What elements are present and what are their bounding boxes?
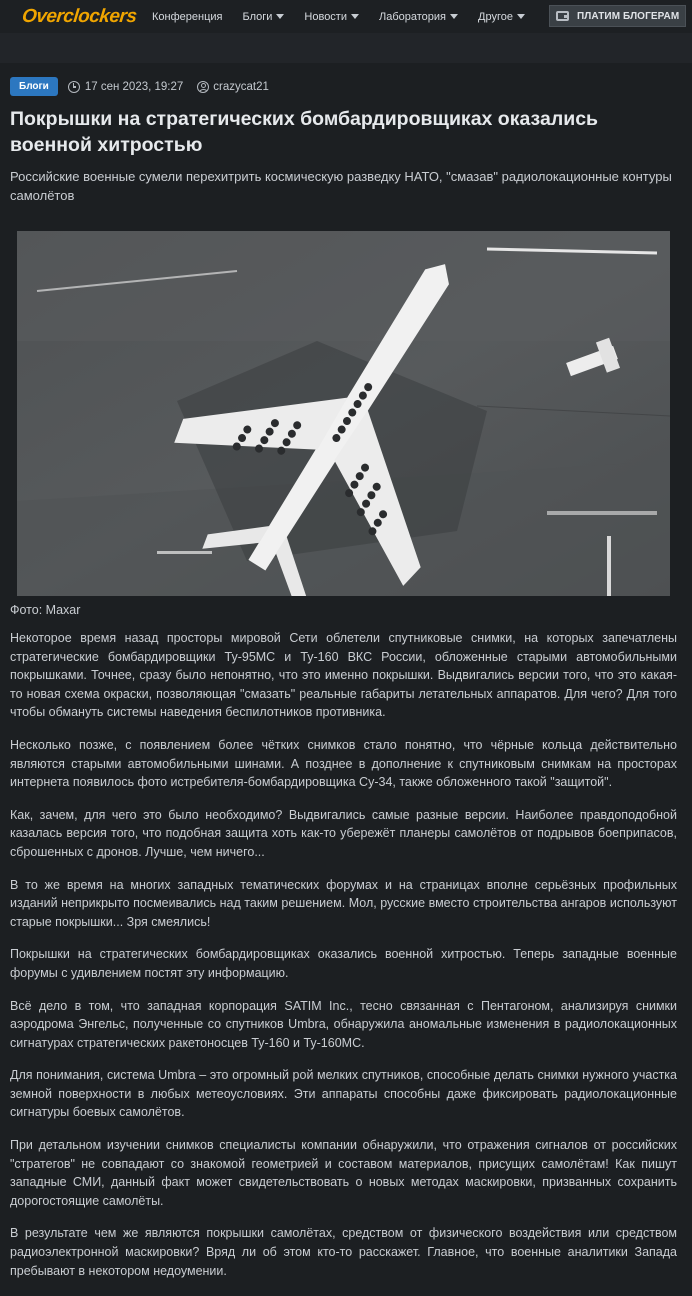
chevron-down-icon [351, 14, 359, 19]
article-paragraph: В результате чем же являются покрышки самолётах, средством от физического воздействия или средством радиоэлектронной маскировки? Вряд ли об этом кто-то расскажет. Главное, что военные аналитики Запада пребывают в некотором недоумении. [10, 1226, 677, 1278]
top-navbar [0, 0, 692, 33]
site-logo[interactable]: Overclockers [20, 5, 138, 27]
article-paragraph: Несколько позже, с появлением более чётких снимков стало понятно, что чёрные кольца действительно являются старыми автомобильными шинами. А позднее в дополнение к спутниковым снимкам на просторах интернета появилось фото истребителя-бомбардировщика Су-34, также обложенного такой "защитой". [10, 737, 677, 790]
satellite-image-bombers [17, 231, 670, 596]
article-body [10, 629, 677, 1294]
article-subtitle: Российские военные сумели перехитрить космическую разведку НАТО, "смазав" радиолокационные контуры самолётов [10, 169, 672, 203]
nav-item-label: Новости [304, 10, 347, 23]
nav-item-blogs[interactable] [242, 11, 284, 23]
photo-caption: Фото: Maxar [10, 603, 81, 617]
article-paragraph: Для понимания, система Umbra – это огромный рой мелких спутников, способные делать снимки нужного участка земной поверхности в любых метеоусловиях. Эти аппараты способны даже фиксировать радиолокационные сигнатуры боевых самолётов. [10, 1068, 677, 1120]
article [0, 63, 692, 1296]
wallet-icon [556, 11, 569, 21]
chevron-down-icon [276, 14, 284, 19]
chevron-down-icon [450, 14, 458, 19]
promo-button-label: ПЛАТИМ БЛОГЕРАМ [577, 10, 680, 22]
publish-date: 17 сен 2023, 19:27 [84, 80, 184, 93]
author-link[interactable]: crazycat21 [213, 80, 269, 93]
article-paragraph: Покрышки на стратегических бомбардировщиках оказались военной хитростью. Теперь западные военные форумы с удивлением постят эту информацию. [10, 947, 677, 980]
nav-item-label: Конференция [152, 10, 223, 23]
chevron-down-icon [517, 14, 525, 19]
clock-icon [68, 81, 80, 93]
nav-item-label: Лаборатория [379, 10, 446, 23]
article-paragraph: Всё дело в том, что западная корпорация SATIM Inc., тесно связанная с Пентагоном, анализируя снимки аэродрома Энгельс, полученные со спутников Umbra, обнаружила аномальные изменения в радиолокационных сигнатурах стратегических ракетоносцев Ту-160 и Ту-160МС. [10, 998, 677, 1050]
article-paragraph: Некоторое время назад просторы мировой Сети облетели спутниковые снимки, на которых запечатлены стратегические бомбардировщики Ту-95МС и Ту-160 ВКС России, обложенные старыми автомобильными покрышками. Точнее, сразу было непонятно, что это именно покрышки. Выдвигались версии того, что это какая-то новая схема окраски, позволяющая "смазать" реальные габариты летательных аппаратов. Для чего? Для того чтобы обмануть системы наведения беспилотников противника. [10, 631, 677, 720]
article-paragraph: При детальном изучении снимков специалисты компании обнаружили, что отражения сигналов от российских "стратегов" не совпадают со знакомой геометрией и составом материалов, присущих самолётам! Как пишут западные СМИ, данный факт может свидетельствовать о новых методах маскировки, призванных сохранить дорогостоящие самолёты. [10, 1138, 677, 1208]
nav-item-conference[interactable] [152, 11, 222, 23]
main-nav [152, 0, 545, 33]
article-meta [10, 77, 269, 96]
category-badge[interactable]: Блоги [10, 77, 58, 96]
article-photo [17, 231, 670, 596]
nav-item-label: Другое [478, 10, 513, 23]
nav-item-label: Блоги [242, 10, 273, 23]
nav-item-lab[interactable] [379, 11, 458, 23]
user-icon [197, 81, 209, 93]
article-title: Покрышки на стратегических бомбардировщиках оказались военной хитростью [10, 108, 599, 156]
nav-item-news[interactable] [304, 11, 359, 23]
sub-navbar [0, 33, 692, 63]
promo-button[interactable] [549, 5, 686, 27]
article-paragraph: В то же время на многих западных тематических форумах и на страницах вполне серьёзных профильных изданий неприкрыто посмеивались над таким решением. Мол, русские вместо строительства ангаров используют старые покрышки... Зря смеялись! [10, 877, 677, 929]
article-paragraph: Как, зачем, для чего это было необходимо? Выдвигались самые разные версии. Наиболее правдоподобной казалась версия того, что подобная защита хоть как-то убережёт планеры самолётов от подрывов боеприпасов, сброшенных с дронов. Лучше, чем ничего... [10, 807, 677, 859]
nav-item-other[interactable] [478, 11, 525, 23]
